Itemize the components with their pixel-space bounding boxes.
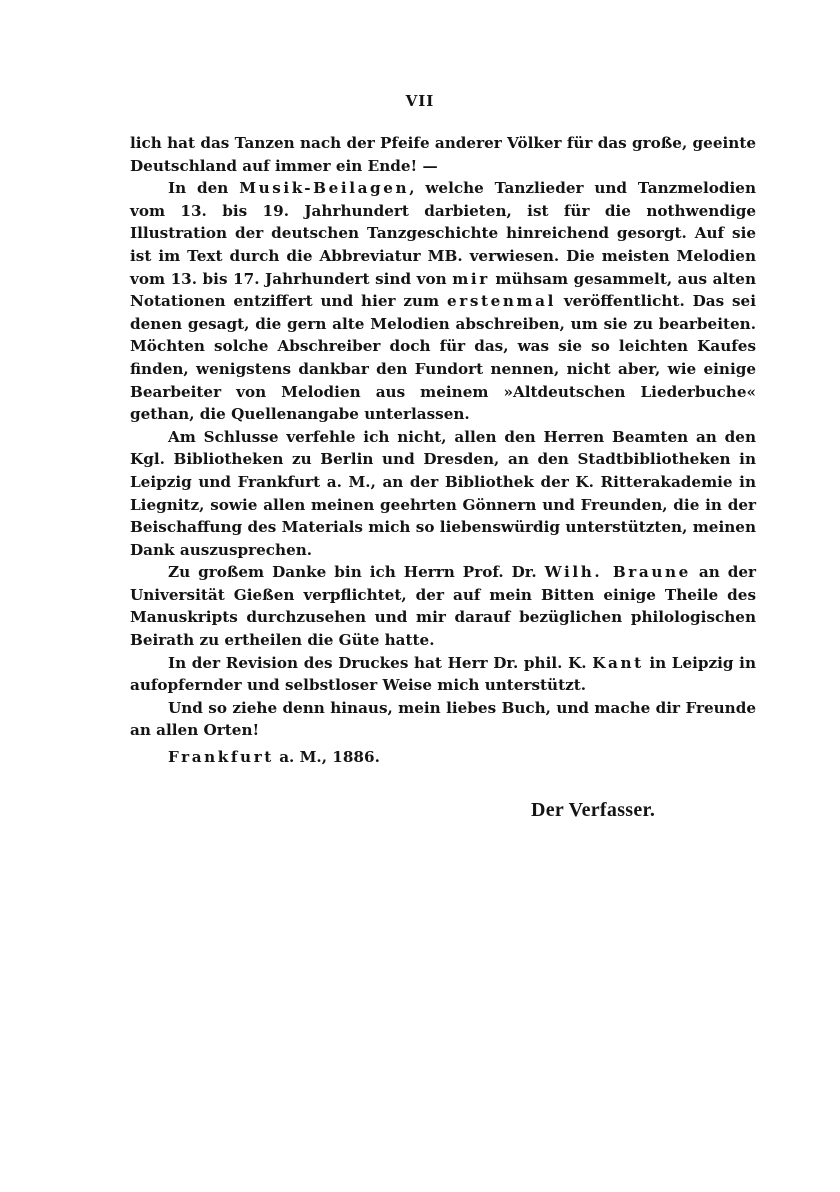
emphasized-text: Musik-Beilagen bbox=[239, 179, 410, 198]
paragraph-p5 bbox=[130, 652, 756, 697]
text-segment: In der Revision des Druckes hat Herr Dr. phil. K. bbox=[168, 653, 593, 672]
text-segment: , welche Tanzlieder und Tanzmelodien vom 13. bis 19. Jahrhundert darbieten, ist für die nothwendige Illustration der deutschen Tanzgeschichte hinreichend gesorgt. Auf sie ist im Text durch die Abbreviatur MB. verwiesen. Die meisten Melodien vom 13. bis 17. Jahrhundert sind von bbox=[130, 179, 756, 288]
paragraph-p6 bbox=[130, 697, 756, 742]
paragraph-p2 bbox=[130, 177, 756, 426]
paragraph-p3 bbox=[130, 426, 756, 562]
text-segment: lich hat das Tanzen nach der Pfeife anderer Völker für das große, geeinte Deutschland auf immer ein Ende! — bbox=[130, 134, 756, 175]
text-segment: Und so ziehe denn hinaus, mein liebes Buch, und mache dir Freunde an allen Orten! bbox=[130, 698, 756, 740]
emphasized-text: mir bbox=[452, 269, 490, 288]
emphasized-text: Wilh. Braune bbox=[544, 563, 691, 582]
paragraph-list bbox=[130, 132, 756, 742]
emphasized-text: erstenmal bbox=[446, 292, 556, 311]
body-text bbox=[130, 132, 756, 769]
place-date-line bbox=[130, 742, 756, 769]
author-signature: Der Verfasser. bbox=[531, 799, 656, 821]
text-segment: Zu großem Danke bin ich Herrn Prof. Dr. bbox=[168, 563, 545, 582]
text-segment: an der Universität Gießen verpflichtet, der auf mein Bitten einige Theile des Manuskripts durchzusehen und mir darauf bezüglichen philologischen Beirath zu ertheilen die Güte hatte. bbox=[130, 563, 757, 650]
paragraph-p4 bbox=[130, 561, 756, 651]
text-segment: Am Schlusse verfehle ich nicht, allen den Herren Beamten an den Kgl. Bibliotheken zu Berlin und Dresden, an den Stadtbibliotheken in Leipzig und Frankfurt a. M., an der Bibliothek der K. Ritterakademie in Liegnitz, sowie allen meinen geehrten Gönnern und Freunden, die in der Beischaffung des Materials mich so liebenswürdig unterstützten, meinen Dank auszusprechen. bbox=[130, 427, 756, 559]
emphasized-text: Kant bbox=[592, 653, 644, 672]
place-name: Frankfurt bbox=[168, 748, 274, 767]
text-segment: In den bbox=[168, 179, 240, 198]
page-number: VII bbox=[405, 92, 435, 110]
text-segment: veröffentlicht. Das sei denen gesagt, die gern alte Melodien abschreiben, um sie zu bearbeiten. Möchten solche Abschreiber doch für das, was sie so leichten Kaufes finden, wenigstens dankbar den Fundort nennen, nicht aber, wie einige Bearbeiter von Melodien aus meinem »Altdeutschen Liederbuche« gethan, die Quellenangabe unterlassen. bbox=[130, 292, 756, 424]
text-segment: mühsam gesammelt, aus alten Notationen entziffert und hier zum bbox=[130, 269, 757, 311]
place-date-rest: a. M., 1886. bbox=[273, 748, 380, 767]
text-segment: in Leipzig in aufopfernder und selbstloser Weise mich unterstützt. bbox=[130, 653, 756, 695]
paragraph-p1 bbox=[130, 132, 756, 177]
